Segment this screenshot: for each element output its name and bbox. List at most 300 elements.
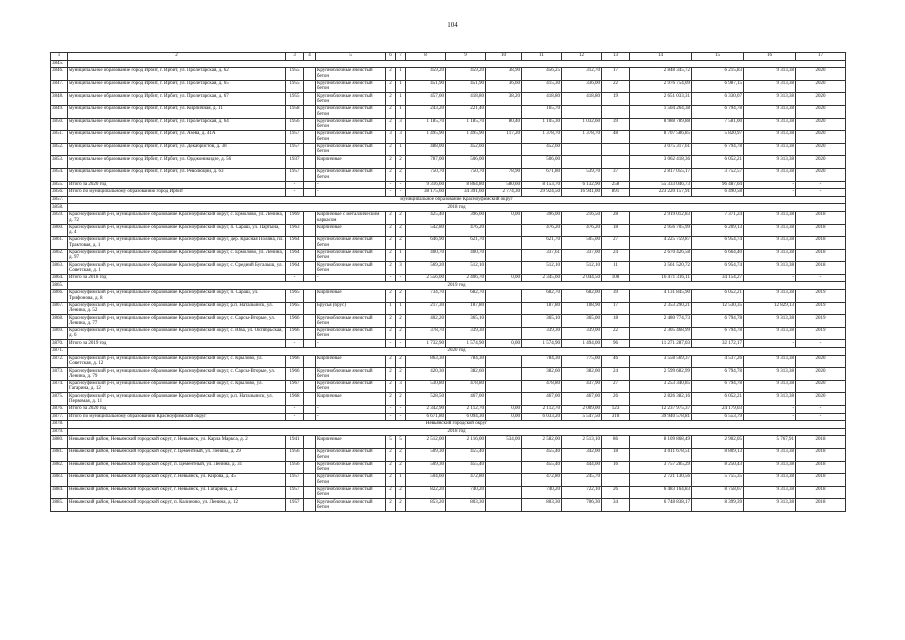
blank-cell [304, 340, 316, 348]
entrances-cell: 2 [396, 355, 406, 368]
plan-year-cell: 2019 [796, 302, 846, 315]
year-built-cell: - [286, 413, 304, 421]
max-unit-cost-cell: 5 767,91 [744, 436, 796, 449]
wall-material-cell: - [316, 413, 386, 421]
address-cell: Итого за 2020 год [68, 406, 286, 414]
floors-cell: 2 [386, 80, 396, 93]
entrances-cell: - [396, 274, 406, 282]
total-row [51, 181, 846, 189]
floors-cell: 2 [386, 368, 396, 381]
nonresidential-area-cell: 2 774,30 [486, 189, 522, 197]
entrances-cell: 1 [396, 80, 406, 93]
empty-row [51, 60, 846, 68]
row-number-cell: 3872. [51, 355, 68, 368]
floors-cell: 2 [386, 380, 396, 393]
plan-year-cell: - [796, 274, 846, 282]
table-row [51, 474, 846, 487]
cost-cell: 8 707 586,85 [630, 131, 692, 144]
column-number: 14 [630, 53, 692, 61]
floors-cell: - [386, 181, 396, 189]
year-title: 2018 год [68, 204, 846, 212]
area-col11-cell: 2 345,60 [522, 274, 562, 282]
area-col12-cell [562, 156, 602, 169]
row-number-cell: 3862. [51, 249, 68, 262]
unit-cost-cell: 12 530,35 [692, 302, 744, 315]
residential-area-cell: 382,60 [446, 368, 486, 381]
cost-cell: 39 940 578,81 [630, 413, 692, 421]
area-col11-cell: 396,00 [522, 211, 562, 224]
area-col12-cell: 467,00 [562, 393, 602, 406]
year-built-cell: - [286, 189, 304, 197]
total-area-cell: 459,20 [406, 68, 446, 81]
area-col12-cell: 505,00 [562, 237, 602, 250]
table-row [51, 118, 846, 131]
year-built-cell: 1965 [286, 302, 304, 315]
address-cell: Красноуфимский р-н, муниципальное образование Красноуфимский округ, с. Крылово, ул. Гагарина, д. 12 [68, 380, 286, 393]
floors-cell: 1 [386, 302, 396, 315]
column-number: 7 [396, 53, 406, 61]
table-row [51, 93, 846, 106]
entrances-cell: 2 [396, 499, 406, 512]
entrances-cell: 2 [396, 168, 406, 181]
max-unit-cost-cell: 9 313,38 [744, 380, 796, 393]
plan-year-cell: 2018 [796, 486, 846, 499]
year-header-row [51, 348, 846, 356]
blank-cell [304, 393, 316, 406]
blank-cell [304, 131, 316, 144]
blank-cell [304, 189, 316, 197]
residential-area-cell: 2 406,70 [446, 274, 486, 282]
wall-material-cell: Крупноблочные ячеистый бетон [316, 93, 386, 106]
wall-material-cell: Кирпичные [316, 156, 386, 169]
unit-cost-cell: 8 758,67 [692, 486, 744, 499]
area-col12-cell: 539,70 [562, 168, 602, 181]
area-col11-cell: 382,60 [522, 368, 562, 381]
area-col11-cell: 682,70 [522, 290, 562, 303]
address-cell: Красноуфимский р-н, муниципальное образование Красноуфимский округ, р.п. Натальинск, ул. Ленина, д. 52 [68, 302, 286, 315]
max-unit-cost-cell: 9 313,38 [744, 355, 796, 368]
entrances-cell: 1 [396, 143, 406, 156]
area-col11-cell: 506,00 [522, 156, 562, 169]
max-unit-cost-cell: 9 313,38 [744, 211, 796, 224]
row-number-cell: 3852. [51, 143, 68, 156]
total-area-cell: 863,30 [406, 355, 446, 368]
cost-cell: 55 333 046,73 [630, 181, 692, 189]
row-number-cell: 3883. [51, 474, 68, 487]
entrances-cell: 2 [396, 237, 406, 250]
total-area-cell: 853,20 [406, 499, 446, 512]
row-number-cell: 3869. [51, 327, 68, 340]
table-row [51, 224, 846, 237]
residents-cell: 46 [602, 355, 630, 368]
floors-cell: - [386, 189, 396, 197]
residents-cell: 17 [602, 68, 630, 81]
cost-cell: 4 225 759,87 [630, 237, 692, 250]
wall-material-cell: Крупноблочные ячеистый бетон [316, 143, 386, 156]
cost-cell: 12 237 975,37 [630, 406, 692, 414]
wall-material-cell: Крупноблочные ячеистый бетон [316, 368, 386, 381]
blank-cell [304, 302, 316, 315]
cost-cell: 2 599 682,99 [630, 368, 692, 381]
blank-cell [304, 93, 316, 106]
entrances-cell: 2 [396, 448, 406, 461]
entrances-cell: 3 [396, 118, 406, 131]
entrances-cell: - [396, 413, 406, 421]
wall-material-cell: - [316, 181, 386, 189]
blank-cell [304, 474, 316, 487]
area-col11-cell: 1 574,90 [522, 340, 562, 348]
area-col11-cell: 2 582,00 [522, 436, 562, 449]
table-row [51, 211, 846, 224]
entrances-cell: 1 [396, 105, 406, 118]
area-col12-cell: 706,30 [562, 499, 602, 512]
max-unit-cost-cell: 9 313,38 [744, 93, 796, 106]
entrances-cell: - [396, 406, 406, 414]
unit-cost-cell: 6 490,58 [692, 189, 744, 197]
floors-cell: 2 [386, 68, 396, 81]
residential-area-cell: 467,00 [446, 393, 486, 406]
wall-material-cell: - [316, 189, 386, 197]
table-row [51, 486, 846, 499]
table-row [51, 168, 846, 181]
address-cell: Невьянский район, Невьянский городской округ, г. Невьянск, ул. Кирова, д. 45 [68, 474, 286, 487]
year-title: 2018 год [68, 428, 846, 436]
max-unit-cost-cell: 9 313,38 [744, 237, 796, 250]
column-number: 16 [744, 53, 796, 61]
area-col11-cell: 2 112,70 [522, 406, 562, 414]
residential-area-cell: 2 112,70 [446, 406, 486, 414]
max-unit-cost-cell: 9 313,38 [744, 118, 796, 131]
address-cell: Итого за 2020 год [68, 181, 286, 189]
area-col11-cell: 339,30 [522, 327, 562, 340]
blank-cell [304, 274, 316, 282]
floors-cell: 2 [386, 156, 396, 169]
row-number-cell: 3854. [51, 168, 68, 181]
floors-cell: 2 [386, 355, 396, 368]
column-number: 2 [68, 53, 286, 61]
blank-cell [304, 168, 316, 181]
table-row [51, 105, 846, 118]
total-area-cell: 530,80 [406, 380, 446, 393]
blank-cell [304, 436, 316, 449]
area-col12-cell: 444,00 [562, 461, 602, 474]
total-row [51, 340, 846, 348]
wall-material-cell: Брусья (брус) [316, 302, 386, 315]
area-col11-cell: 740,20 [522, 486, 562, 499]
cost-cell: 3 558 569,37 [630, 355, 692, 368]
cost-cell: 3 253 340,85 [630, 380, 692, 393]
total-row [51, 189, 846, 197]
unit-cost-cell: 6 794,78 [692, 143, 744, 156]
floors-cell: 2 [386, 474, 396, 487]
area-col12-cell: 682,00 [562, 290, 602, 303]
floors-cell: - [386, 340, 396, 348]
residents-cell: 39 [602, 118, 630, 131]
plan-year-cell: 2020 [796, 393, 846, 406]
cost-cell: 4 131 845,90 [630, 290, 692, 303]
residents-cell: 34 [602, 499, 630, 512]
plan-year-cell: 2018 [796, 224, 846, 237]
residential-area-cell: 418,80 [446, 93, 486, 106]
residential-area-cell: 221,40 [446, 105, 486, 118]
nonresidential-area-cell [486, 327, 522, 340]
cost-cell: 2 353 290,21 [630, 302, 692, 315]
total-area-cell: 243,20 [406, 105, 446, 118]
area-col12-cell [562, 105, 602, 118]
max-unit-cost-cell: 9 313,38 [744, 486, 796, 499]
max-unit-cost-cell: 9 313,38 [744, 290, 796, 303]
floors-cell: - [386, 274, 396, 282]
plan-year-cell: 2020 [796, 156, 846, 169]
area-col12-cell: 216,50 [562, 211, 602, 224]
max-unit-cost-cell: 9 313,38 [744, 156, 796, 169]
plan-year-cell: 2020 [796, 380, 846, 393]
year-built-cell: 1957 [286, 486, 304, 499]
blank-cell [304, 355, 316, 368]
address-cell: Красноуфимский р-н, муниципальное образование Красноуфимский округ, п. Сараш, ул. Партына, д. 4 [68, 224, 286, 237]
address-cell: Красноуфимский р-н, муниципальное образование Красноуфимский округ, с. Ермолово, ул. Ленина, д. 72 [68, 211, 286, 224]
max-unit-cost-cell: - [744, 189, 796, 197]
area-col12-cell: 365,00 [562, 315, 602, 328]
area-col11-cell: 621,70 [522, 237, 562, 250]
unit-cost-cell: 7 581,00 [692, 118, 744, 131]
address-cell: Красноуфимский р-н, муниципальное образование Красноуфимский округ, с. Крылово, ул. Советская, д. 12 [68, 355, 286, 368]
residential-area-cell: 784,30 [446, 355, 486, 368]
total-area-cell: 425,40 [406, 211, 446, 224]
plan-year-cell: 2018 [796, 474, 846, 487]
unit-cost-cell: 6 794,78 [692, 368, 744, 381]
plan-year-cell: 2020 [796, 118, 846, 131]
section-header-row [51, 196, 846, 204]
floors-cell: 2 [386, 486, 396, 499]
year-built-cell: 1957 [286, 168, 304, 181]
area-col12-cell: 337,00 [562, 249, 602, 262]
max-unit-cost-cell: 9 313,38 [744, 131, 796, 144]
entrances-cell: 2 [396, 156, 406, 169]
year-built-cell: - [286, 181, 304, 189]
floors-cell: 2 [386, 93, 396, 106]
table-row [51, 290, 846, 303]
year-built-cell: 1966 [286, 368, 304, 381]
wall-material-cell: Крупноблочные ячеистый бетон [316, 131, 386, 144]
max-unit-cost-cell: 9 313,38 [744, 499, 796, 512]
residents-cell: 27 [602, 380, 630, 393]
row-number-cell: 3865. [51, 282, 68, 290]
unit-cost-cell: 4 537,26 [692, 355, 744, 368]
residential-area-cell: 750,70 [446, 168, 486, 181]
wall-material-cell: Крупноблочные ячеистый бетон [316, 262, 386, 275]
area-col12-cell: 342,00 [562, 448, 602, 461]
unit-cost-cell: 6 209,13 [692, 224, 744, 237]
nonresidential-area-cell [486, 290, 522, 303]
nonresidential-area-cell: 80,40 [486, 118, 522, 131]
section-title: Невьянский городской округ [68, 421, 846, 429]
floors-cell: 2 [386, 393, 396, 406]
total-area-cell: 400,70 [406, 249, 446, 262]
area-col12-cell: 2 044,50 [562, 274, 602, 282]
plan-year-cell: 2020 [796, 368, 846, 381]
residents-cell: 48 [602, 131, 630, 144]
row-number-cell: 3853. [51, 156, 68, 169]
area-col12-cell: 1 494,00 [562, 340, 602, 348]
unit-cost-cell: 6 794,78 [692, 327, 744, 340]
row-number-cell: 3875. [51, 393, 68, 406]
wall-material-cell: Крупноблочные ячеистый бетон [316, 461, 386, 474]
nonresidential-area-cell: 534,00 [486, 436, 522, 449]
address-cell: муниципальное образование город Ирбит, г. Ирбит, ул. Пролетарская, д. 67 [68, 93, 286, 106]
area-col11-cell: 512,10 [522, 262, 562, 275]
wall-material-cell: - [316, 406, 386, 414]
nonresidential-area-cell [486, 105, 522, 118]
column-number: 6 [386, 53, 396, 61]
plan-year-cell: 2018 [796, 237, 846, 250]
blank-cell [304, 406, 316, 414]
plan-year-cell: 2018 [796, 461, 846, 474]
unit-cost-cell: 6 052,21 [692, 393, 744, 406]
plan-year-cell: - [796, 340, 846, 348]
plan-year-cell: 2020 [796, 80, 846, 93]
address-cell: муниципальное образование город Ирбит, г. Ирбит, ул. Революции, д. 63 [68, 168, 286, 181]
max-unit-cost-cell: - [744, 274, 796, 282]
entrances-cell: - [396, 340, 406, 348]
year-title: 2020 год [68, 348, 846, 356]
cost-cell: 2 670 426,58 [630, 249, 692, 262]
entrances-cell: 2 [396, 290, 406, 303]
plan-year-cell: 2018 [796, 499, 846, 512]
plan-year-cell: 2018 [796, 211, 846, 224]
total-area-cell: 2 512,00 [406, 436, 446, 449]
plan-year-cell: 2020 [796, 105, 846, 118]
year-built-cell: 1964 [286, 249, 304, 262]
total-area-cell: 1 185,70 [406, 118, 446, 131]
entrances-cell: 1 [396, 68, 406, 81]
blank-cell [304, 181, 316, 189]
column-number: 10 [486, 53, 522, 61]
unit-cost-cell: 8 399,39 [692, 499, 744, 512]
nonresidential-area-cell: 117,20 [486, 131, 522, 144]
nonresidential-area-cell [486, 224, 522, 237]
table-row [51, 249, 846, 262]
row-number-cell: 3848. [51, 93, 68, 106]
residents-cell: 123 [602, 406, 630, 414]
cost-cell: 8 988 789,88 [630, 118, 692, 131]
entrances-cell: 3 [396, 131, 406, 144]
total-area-cell: 6 671,80 [406, 413, 446, 421]
row-number-cell: 3857. [51, 196, 68, 204]
empty-cell [68, 60, 846, 68]
cost-cell: 2 956 705,99 [630, 224, 692, 237]
nonresidential-area-cell [486, 461, 522, 474]
year-built-cell: 1964 [286, 262, 304, 275]
wall-material-cell: - [316, 340, 386, 348]
blank-cell [304, 315, 316, 328]
nonresidential-area-cell [486, 156, 522, 169]
column-number: 5 [316, 53, 386, 61]
residents-cell: 26 [602, 486, 630, 499]
max-unit-cost-cell: 9 313,38 [744, 68, 796, 81]
unit-cost-cell: 5 820,97 [692, 131, 744, 144]
residential-area-cell: 6 094,30 [446, 413, 486, 421]
area-col12-cell: 6 132,90 [562, 181, 602, 189]
cost-cell: 2 480 774,73 [630, 315, 692, 328]
residential-area-cell: 339,30 [446, 327, 486, 340]
address-cell: муниципальное образование город Ирбит, г. Ирбит, ул. Декабристов, д. 38 [68, 143, 286, 156]
row-number-cell: 3871. [51, 348, 68, 356]
area-col11-cell: 337,61 [522, 249, 562, 262]
plan-year-cell: 2020 [796, 93, 846, 106]
residents-cell: 891 [602, 189, 630, 197]
total-area-cell: 1 732,90 [406, 340, 446, 348]
row-number-cell: 3849. [51, 105, 68, 118]
plan-year-cell: 2019 [796, 327, 846, 340]
table-row [51, 499, 846, 512]
max-unit-cost-cell: - [744, 181, 796, 189]
column-number: 12 [562, 53, 602, 61]
address-cell: Итого по муниципальному образованию город Ирбит [68, 189, 286, 197]
residential-area-cell: 187,80 [446, 302, 486, 315]
wall-material-cell: Кирпичные [316, 355, 386, 368]
entrances-cell: 2 [396, 315, 406, 328]
total-area-cell: 402,20 [406, 315, 446, 328]
residential-area-cell: 803,30 [446, 499, 486, 512]
residents-cell: 28 [602, 211, 630, 224]
area-col11-cell: 165,70 [522, 105, 562, 118]
address-cell: муниципальное образование город Ирбит, г. Ирбит, ул. Кирпичная, д. 11 [68, 105, 286, 118]
entrances-cell: - [396, 181, 406, 189]
wall-material-cell: Крупноблочные ячеистый бетон [316, 118, 386, 131]
total-area-cell: 488,00 [406, 143, 446, 156]
entrances-cell: 2 [396, 393, 406, 406]
cost-cell: 6 483 164,83 [630, 486, 692, 499]
floors-cell: 2 [386, 290, 396, 303]
max-unit-cost-cell: 12 829,13 [744, 302, 796, 315]
row-number-cell: 3868. [51, 315, 68, 328]
blank-cell [304, 68, 316, 81]
total-area-cell: 504,60 [406, 474, 446, 487]
blank-cell [304, 156, 316, 169]
entrances-cell: 3 [396, 380, 406, 393]
floors-cell: 2 [386, 315, 396, 328]
wall-material-cell: Крупноблочные ячеистый бетон [316, 486, 386, 499]
year-header-row [51, 282, 846, 290]
section-header-row [51, 421, 846, 429]
plan-year-cell: 2020 [796, 143, 846, 156]
nonresidential-area-cell [486, 393, 522, 406]
area-col12-cell: 512,10 [562, 262, 602, 275]
plan-year-cell: - [796, 189, 846, 197]
nonresidential-area-cell [486, 474, 522, 487]
residents-cell: 86 [602, 436, 630, 449]
row-number-cell: 3866. [51, 290, 68, 303]
unit-cost-cell: 2 902,05 [692, 436, 744, 449]
column-number: 8 [406, 53, 446, 61]
area-col11-cell: 8 153,70 [522, 181, 562, 189]
total-row [51, 274, 846, 282]
area-col12-cell: 382,00 [562, 368, 602, 381]
nonresidential-area-cell [486, 355, 522, 368]
area-col12-cell: 2 513,10 [562, 436, 602, 449]
year-title: 2019 год [68, 282, 846, 290]
residential-area-cell: 478,80 [446, 380, 486, 393]
address-cell: Красноуфимский р-н, муниципальное образование Красноуфимский округ, с. Ермолово, ул. Ленина, д. 97 [68, 249, 286, 262]
unit-cost-cell: 7 371,24 [692, 211, 744, 224]
nonresidential-area-cell [486, 143, 522, 156]
entrances-cell: 2 [396, 486, 406, 499]
nonresidential-area-cell: 0,00 [486, 413, 522, 421]
blank-cell [304, 486, 316, 499]
year-built-cell: 1963 [286, 224, 304, 237]
column-number-row [51, 53, 846, 61]
